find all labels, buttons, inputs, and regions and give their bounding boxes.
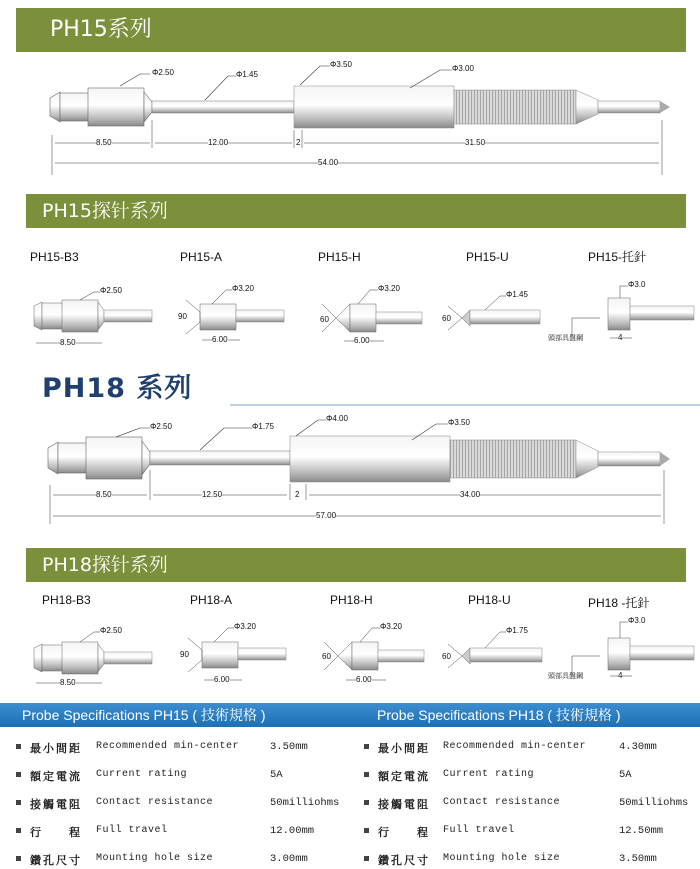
spec-value: 12.50mm [619,825,664,837]
dim-label: 34.00 [460,490,481,499]
bullet-icon [16,828,21,833]
dim-label: Φ2.50 [100,626,122,635]
dim-label: 6.00 [354,336,370,345]
probe-name: PH18-B3 [42,593,91,607]
dim-label: 31.50 [465,138,486,147]
dim-label: 8.50 [96,490,112,499]
bullet-icon [16,800,21,805]
probe-name: PH18-U [468,593,511,607]
dim-label: Φ1.75 [506,626,528,635]
spec-value: 12.00mm [270,825,315,837]
dim-label: Φ3.20 [234,622,256,631]
dim-label: Φ2.50 [152,68,174,77]
dim-label: Φ2.50 [100,286,122,295]
dim-label: Φ1.45 [506,290,528,299]
angle-label: 60 [442,314,451,323]
spec-cn: 最小間距 [378,742,430,755]
spec-en: Full travel [96,825,168,836]
probe-name: PH15-B3 [30,250,79,264]
spec-value: 4.30mm [619,741,657,753]
spec-cn: 行 程 [378,826,430,839]
spec-en: Recommended min-center [96,741,240,752]
probe-name: PH18-H [330,593,373,607]
dim-label: 4 [618,333,623,342]
spec-cn: 行 程 [30,826,82,839]
spec-cn: 額定電流 [30,770,82,783]
dim-label: Φ1.45 [236,70,258,79]
dim-label: 6.00 [356,675,372,684]
dim-label: Φ3.0 [628,280,646,289]
spec-en: Mounting hole size [96,853,214,864]
spec-en: Contact resistance [96,797,214,808]
angle-label: 60 [442,652,451,661]
angle-label: 90 [178,312,187,321]
spec-en: Full travel [443,825,515,836]
spec-value: 5A [270,769,283,781]
bullet-icon [16,772,21,777]
bullet-icon [16,856,21,861]
probe-name: PH18-A [190,593,233,607]
spec-cn: 鑽孔尺寸 [30,854,82,867]
spec-en: Recommended min-center [443,741,587,752]
dim-label: Φ3.50 [330,60,352,69]
note-label: 頭部具盤鋼 [548,335,583,342]
dim-label: 8.50 [60,338,76,347]
dim-label: 12.00 [208,138,229,147]
dim-label: Φ1.75 [252,422,274,431]
note-label: 頭部具盤鋼 [548,673,583,680]
spec-en: Contact resistance [443,797,561,808]
bullet-icon [364,800,369,805]
specs-heading-ph18: Probe Specifications PH18 ( 技術規格 ) [377,707,621,723]
probe-name: PH15-托針 [588,250,647,264]
dim-label: Φ2.50 [150,422,172,431]
angle-label: 60 [322,652,331,661]
bullet-icon [364,744,369,749]
dim-label: Φ4.00 [326,414,348,423]
section-title: PH18探针系列 [42,554,168,576]
probe-name: PH15-U [466,250,509,264]
spec-value: 3.50mm [619,853,657,865]
spec-value: 50milliohms [619,797,689,809]
specs-heading-ph15: Probe Specifications PH15 ( 技術規格 ) [22,707,266,723]
dim-label: Φ3.50 [448,418,470,427]
angle-label: 90 [180,650,189,659]
spec-en: Current rating [96,769,188,780]
bullet-icon [364,828,369,833]
dim-label: 6.00 [212,335,228,344]
spec-cn: 最小間距 [30,742,82,755]
probe-name: PH15-A [180,250,223,264]
section-title: PH15系列 [50,17,152,42]
dim-label: 4 [618,671,623,680]
dim-label: 8.50 [96,138,112,147]
dim-label: 6.00 [214,675,230,684]
spec-value: 5A [619,769,632,781]
spec-value: 50milliohms [270,797,340,809]
bullet-icon [364,772,369,777]
dim-label: 2 [295,490,300,499]
spec-cn: 鑽孔尺寸 [378,854,430,867]
dim-label: Φ3.20 [378,284,400,293]
bullet-icon [16,744,21,749]
dim-label: 2 [296,138,301,147]
dim-label: Φ3.0 [628,616,646,625]
spec-value: 3.50mm [270,741,308,753]
spec-en: Current rating [443,769,535,780]
dim-label: Φ3.00 [452,64,474,73]
dim-label: 8.50 [60,678,76,687]
section-title: PH15探针系列 [42,200,168,222]
bullet-icon [364,856,369,861]
dim-label: 12.50 [202,490,223,499]
probe-name: PH18 -托針 [588,596,650,610]
dim-label: Φ3.20 [232,284,254,293]
spec-value: 3.00mm [270,853,308,865]
spec-cn: 接觸電阻 [378,798,430,811]
dim-label: 57.00 [316,511,337,520]
spec-cn: 額定電流 [378,770,430,783]
section-title-ph18: PH18 系列 [42,373,193,404]
angle-label: 60 [320,315,329,324]
spec-cn: 接觸電阻 [30,798,82,811]
dim-label: 54.00 [318,158,339,167]
spec-en: Mounting hole size [443,853,561,864]
probe-name: PH15-H [318,250,361,264]
dim-label: Φ3.20 [380,622,402,631]
